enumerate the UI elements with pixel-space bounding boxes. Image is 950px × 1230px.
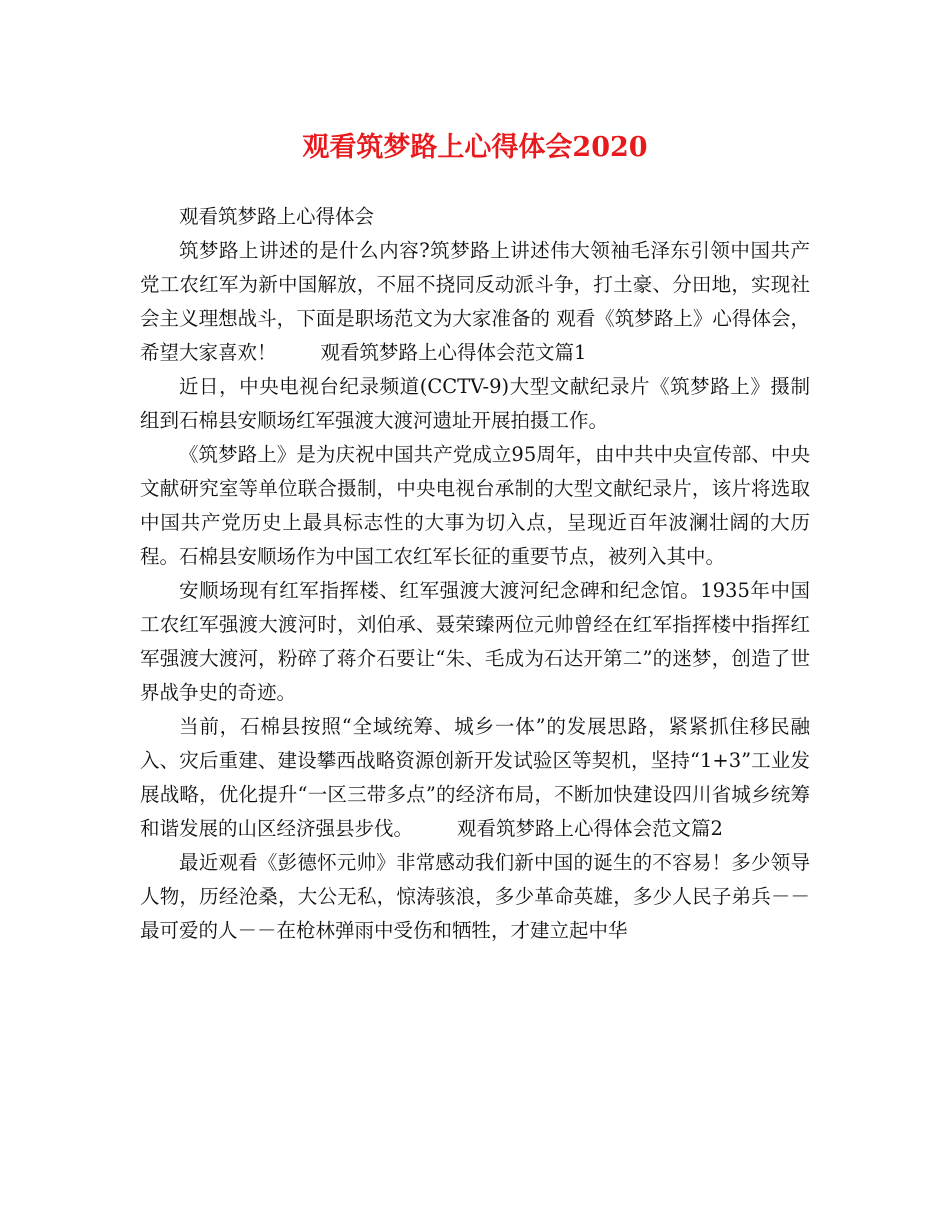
paragraph-text: 观看筑梦路上心得体会 <box>179 205 375 228</box>
paragraph-text: 最近观看《彭德怀元帅》非常感动我们新中国的诞生的不容易！多少领导人物，历经沧桑，大公无私，惊涛骇浪，多少革命英雄，多少人民子弟兵－－最可爱的人－－在枪林弹雨中受伤和牺牲，才建立起中华 <box>140 851 810 942</box>
paragraph-text: 筑梦路上讲述的是什么内容?筑梦路上讲述伟大领袖毛泽东引领中国共产党工农红军为新中国解放，不屈不挠同反动派斗争，打土豪、分田地，实现社会主义理想战斗，下面是职场范文为大家准备的 观看《筑梦路上》心得体会，希望大家喜欢！ <box>140 239 810 364</box>
paragraph-text: 当前，石棉县按照“全域统筹、城乡一体”的发展思路，紧紧抓住移民融入、灾后重建、建设攀西战略资源创新开发试验区等契机，坚持“1+3”工业发展战略，优化提升“一区三带多点”的经济布局，不断加快建设四川省城乡统筹和谐发展的山区经济强县步伐。 <box>140 715 810 840</box>
paragraph-text: 近日，中央电视台纪录频道(CCTV-9)大型文献纪录片《筑梦路上》摄制组到石棉县安顺场红军强渡大渡河遗址开展拍摄工作。 <box>140 375 810 432</box>
paragraph-subtitle <box>140 200 810 234</box>
paragraph-text: 《筑梦路上》是为庆祝中国共产党成立95周年，由中共中央宣传部、中央文献研究室等单位联合摄制，中央电视台承制的大型文献纪录片，该片将选取中国共产党历史上最具标志性的大事为切入点，呈现近百年波澜壮阔的大历程。石棉县安顺场作为中国工农红军长征的重要节点，被列入其中。 <box>140 443 810 568</box>
document-body <box>140 200 810 948</box>
paragraph-documentary <box>140 438 810 574</box>
paragraph-cctv <box>140 370 810 438</box>
paragraph-anshunchang <box>140 574 810 710</box>
section-heading-2: 观看筑梦路上心得体会范文篇2 <box>457 817 723 840</box>
section-heading-1: 观看筑梦路上心得体会范文篇1 <box>320 341 587 364</box>
paragraph-text: 安顺场现有红军指挥楼、红军强渡大渡河纪念碑和纪念馆。1935年中国工农红军强渡大渡河时，刘伯承、聂荣臻两位元帅曾经在红军指挥楼中指挥红军强渡大渡河，粉碎了蒋介石要让“朱、毛成为石达开第二”的迷梦，创造了世界战争史的奇迹。 <box>140 579 810 704</box>
paragraph-intro <box>140 234 810 370</box>
paragraph-peng-dehuai <box>140 846 810 948</box>
paragraph-development <box>140 710 810 846</box>
document-title: 观看筑梦路上心得体会2020 <box>302 132 648 163</box>
